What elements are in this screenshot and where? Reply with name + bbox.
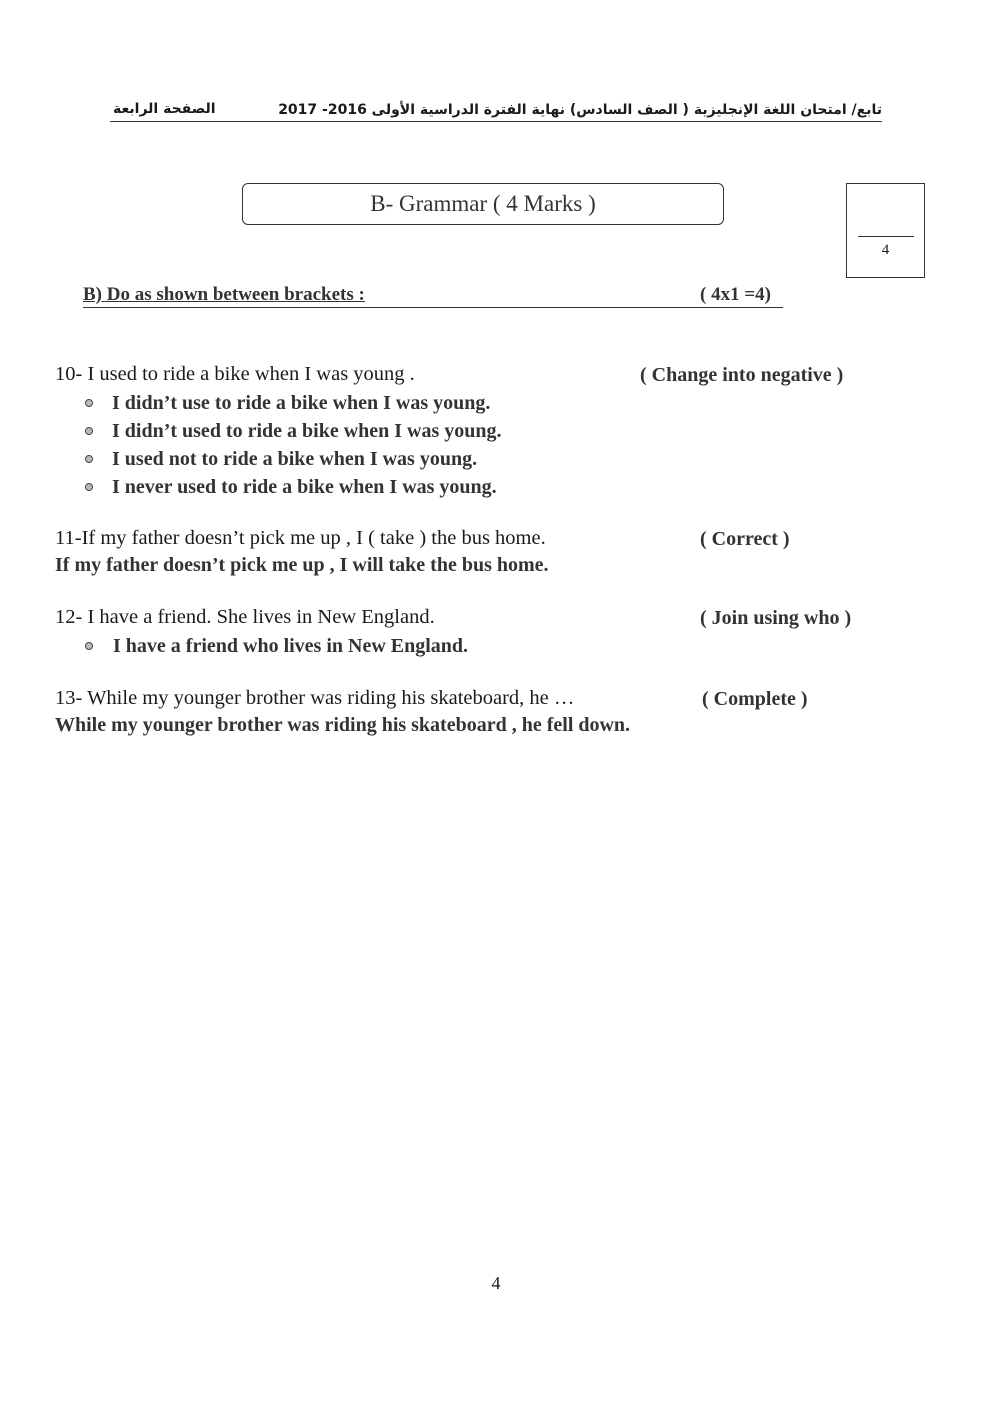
header-exam-title: تابع/ امتحان اللغة الإنجليزية ( الصف السادس) نهاية الفترة الدراسية الأولى 2016- 2017 xyxy=(278,102,882,118)
bullet-icon xyxy=(85,642,93,650)
header-page-label: الصفحة الرابعة xyxy=(113,101,216,117)
question-13: 13- While my younger brother was riding his skateboard, he … xyxy=(55,687,575,709)
header-divider xyxy=(110,121,882,122)
bullet-icon xyxy=(85,455,93,463)
page-number: 4 xyxy=(491,1273,501,1293)
section-title-box xyxy=(242,183,724,225)
question-13-instruction: ( Complete ) xyxy=(702,688,808,710)
section-heading-underline xyxy=(83,307,783,308)
bullet-icon xyxy=(85,483,93,491)
question-10-answer-3: I used not to ride a bike when I was young. xyxy=(112,448,478,470)
question-10-answer-2: I didn’t used to ride a bike when I was young. xyxy=(112,420,502,442)
section-title: B- Grammar ( 4 Marks ) xyxy=(370,191,596,216)
question-11-answer: If my father doesn’t pick me up , I will take the bus home. xyxy=(55,554,549,576)
question-10-instruction: ( Change into negative ) xyxy=(640,364,844,386)
question-10-answer-4: I never used to ride a bike when I was young. xyxy=(112,476,497,498)
question-13-answer: While my younger brother was riding his skateboard , he fell down. xyxy=(55,714,631,736)
bullet-icon xyxy=(85,427,93,435)
question-10-answer-1: I didn’t use to ride a bike when I was young. xyxy=(112,392,491,414)
question-12-instruction: ( Join using who ) xyxy=(700,607,852,629)
section-marks: ( 4x1 =4) xyxy=(700,284,771,305)
question-12-answer: I have a friend who lives in New England. xyxy=(113,635,469,657)
question-11-instruction: ( Correct ) xyxy=(700,528,790,550)
question-12: 12- I have a friend. She lives in New England. xyxy=(55,606,435,628)
bullet-icon xyxy=(85,399,93,407)
marks-total: 4 xyxy=(881,242,890,258)
question-11: 11-If my father doesn’t pick me up , I ( take ) the bus home. xyxy=(55,527,546,549)
question-10: 10- I used to ride a bike when I was young . xyxy=(55,363,415,385)
marks-score-line xyxy=(858,236,914,237)
marks-box xyxy=(846,183,925,278)
section-heading: B) Do as shown between brackets : xyxy=(83,284,365,305)
